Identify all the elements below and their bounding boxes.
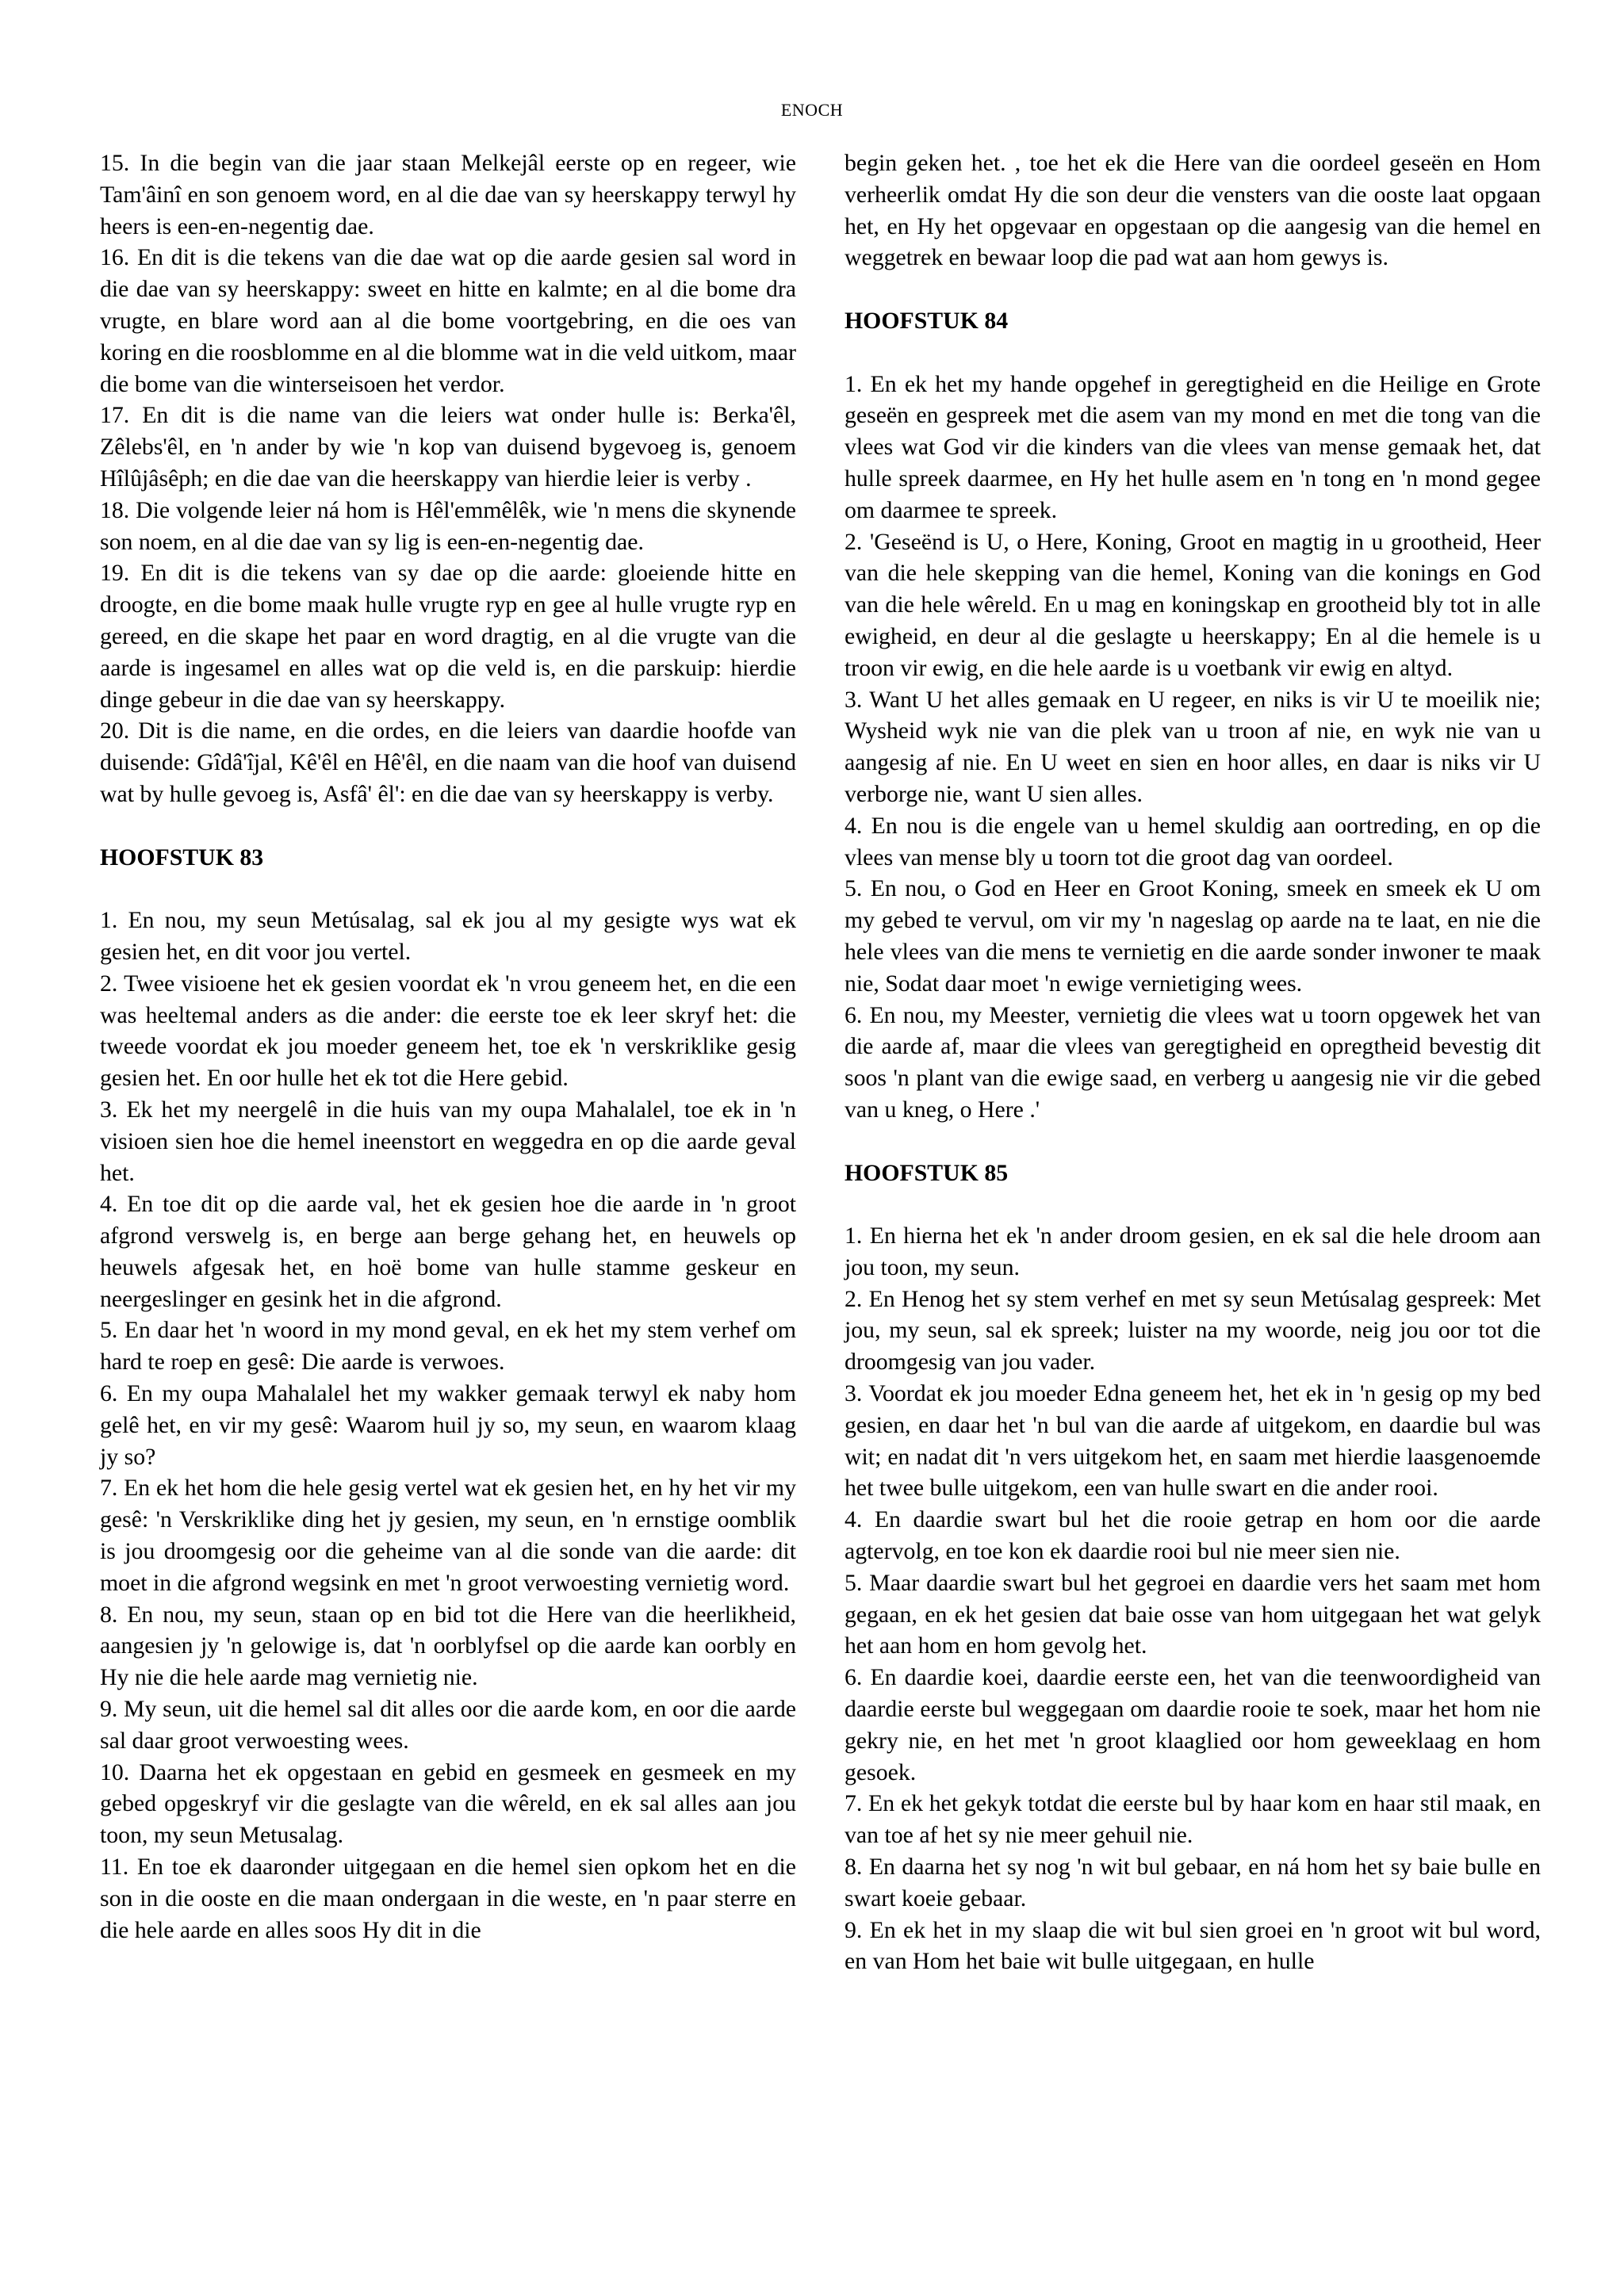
paragraph: 20. Dit is die name, en die ordes, en die leiers van daardie hoofde van duisende: Gîdâ'îjal, Kê'êl en Hê'êl, en die naam van die hoof van duisend wat by hulle gevoeg is, Asfâ' êl': en die dae van sy heerskappy is verby. [100,718,796,807]
paragraph: 17. En dit is die name van die leiers wat onder hulle is: Berka'êl, Zêlebs'êl, en 'n ander by wie 'n kop van duisend bygevoeg is, genoem Hîlûjâsêph; en die dae van die heerskappy van hierdie leier is verby . [100,402,796,492]
paragraph: 3. Ek het my neergelê in die huis van my oupa Mahalalel, toe ek in 'n visioen sien hoe die hemel ineenstort en weggedra en op die aarde geval het. [100,1096,796,1186]
paragraph: 9. My seun, uit die hemel sal dit alles oor die aarde kom, en oor die aarde sal daar groot verwoesting wees. [100,1696,796,1754]
paragraph: 1. En hierna het ek 'n ander droom gesien, en ek sal die hele droom aan jou toon, my seun. [845,1223,1541,1280]
chapter-heading: HOOFSTUK 84 [845,307,1009,334]
running-header: ENOCH [780,100,844,120]
paragraph: 4. En daardie swart bul het die rooie getrap en hom oor die aarde agtervolg, en toe kon ek daardie rooi bul nie meer sien nie. [845,1506,1541,1565]
paragraph: 16. En dit is die tekens van die dae wat op die aarde gesien sal word in die dae van sy heerskappy: sweet en hitte en kalmte; en al die bome dra vrugte, en blare word aan al die bome voortgebring, en die oes van koring en die roosblomme en al die blomme wat in die veld uitkom, maar die bome van die winterseisoen het verdor. [100,244,796,397]
paragraph: 10. Daarna het ek opgestaan en gebid en gesmeek en gesmeek en my gebed opgeskryf vir die geslagte van die wêreld, en ek sal alles aan jou toon, my seun Metusalag. [100,1758,796,1849]
paragraph: 3. Want U het alles gemaak en U regeer, en niks is vir U te moeilik nie; Wysheid wyk nie van die plek van u troon af nie, en wyk nie van u aangesig af nie. En U weet en sien en hoor alles, en daar is niks vir U verborge nie, want U sien alles. [845,686,1541,807]
spacer [100,873,796,905]
spacer [845,1126,1541,1158]
paragraph: 2. 'Geseënd is U, o Here, Koning, Groot en magtig in u grootheid, Heer van die hele skepping van die hemel, Koning van die konings en God van die hele wêreld. En u mag en koningskap en grootheid bly tot in alle ewigheid, en deur al die geslagte u heerskappy; En al die hemele is u troon vir ewig, en die hele aarde is u voetbank vir ewig en altyd. [845,528,1541,681]
paragraph: 18. Die volgende leier ná hom is Hêl'emmêlêk, wie 'n mens die skynende son noem, en al die dae van sy lig is een-en-negentig dae. [100,496,796,555]
paragraph: 5. Maar daardie swart bul het gegroei en daardie vers het saam met hom gegaan, en ek het gesien dat baie osse van hom uitgegaan het wat gelyk het aan hom en hom gevolg het. [845,1569,1541,1659]
paragraph: 1. En ek het my hande opgehef in geregtigheid en die Heilige en Grote geseën en gespreek met die asem van my mond en met die tong van die vlees wat God vir die kinders van die vlees van mense gemaak het, dat hulle spreek daarmee, en Hy het hulle asem en 'n tong en 'n mond gegee om daarmee te spreek. [845,370,1541,523]
paragraph: 7. En ek het hom die hele gesig vertel wat ek gesien het, en hy het vir my gesê: 'n Verskriklike ding het jy gesien, my seun, en 'n ernstige oomblik is jou droomgesig oor die geheime van al die sonde van die aarde: dit moet in die afgrond wegsink en met 'n groot verwoesting vernietig word. [100,1475,796,1596]
paragraph: 4. En nou is die engele van u hemel skuldig aan oortreding, en op die vlees van mense bly u toorn tot die groot dag van oordeel. [845,812,1541,871]
paragraph: 8. En daarna het sy nog 'n wit bul gebaar, en ná hom het sy baie bulle en swart koeie gebaar. [845,1854,1541,1911]
paragraph: 19. En dit is die tekens van sy dae op die aarde: gloeiende hitte en droogte, en die bome maak hulle vrugte ryp en gee al hulle vrugte ryp en gereed, en die skape het paar en word dragtig, en al die vrugte van die aarde is ingesamel en alles wat op die veld is, en die parskuip: hierdie dinge gebeur in die dae van sy heerskappy. [100,560,796,713]
paragraph: 6. En nou, my Meester, vernietig die vlees wat u toorn opgewek het van die aarde af, maar die vlees van geregtigheid en opregtheid bevestig dit soos 'n plant van die ewige saad, en verberg u aangesig nie vir die gebed van u kneg, o Here .' [845,1001,1541,1123]
spacer [845,337,1541,369]
paragraph: 6. En daardie koei, daardie eerste een, het van die teenwoordigheid van daardie eerste bul weggegaan om daardie rooie te soek, maar het hom nie gekry nie, en het met 'n groot klaaglied oor hom geweeklaag en hom gesoek. [845,1664,1541,1785]
spacer [845,274,1541,305]
paragraph: 7. En ek het gekyk totdat die eerste bul by haar kom en haar stil maak, en van toe af het sy nie meer gehuil nie. [845,1790,1541,1849]
paragraph: begin geken het. , toe het ek die Here van die oordeel geseën en Hom verheerlik omdat Hy die son deur die vensters van die ooste laat opgaan het, en Hy het opgevaar en opgestaan op die aangesig van die hemel en weggetrek en bewaar loop die pad wat aan hom gewys is. [845,150,1541,271]
paragraph: 2. Twee visioene het ek gesien voordat ek 'n vrou geneem het, en die een was heeltemal anders as die ander: die eerste toe ek leer skryf het: die tweede voordat ek jou moeder geneem het, toe ek 'n verskriklike gesig gesien het. En oor hulle het ek tot die Here gebid. [100,970,796,1092]
paragraph: 1. En nou, my seun Metúsalag, sal ek jou al my gesigte wys wat ek gesien het, en dit voor jou vertel. [100,907,796,965]
paragraph: 5. En daar het 'n woord in my mond geval, en ek het my stem verhef om hard te roep en gesê: Die aarde is verwoes. [100,1317,796,1376]
paragraph: 6. En my oupa Mahalalel het my wakker gemaak terwyl ek naby hom gelê het, en vir my gesê: Waarom huil jy so, my seun, en waarom klaag jy so? [100,1380,796,1470]
chapter-heading: HOOFSTUK 85 [845,1159,1009,1186]
paragraph: 15. In die begin van die jaar staan Melkejâl eerste op en regeer, wie Tam'âinî en son genoem word, en al die dae van sy heerskappy terwyl hy heers is een-en-negentig dae. [100,150,796,239]
paragraph: 9. En ek het in my slaap die wit bul sien groei en 'n groot wit bul word, en van Hom het baie wit bulle uitgegaan, en hulle [845,1916,1541,1975]
spacer [845,1188,1541,1220]
spacer [100,810,796,842]
paragraph: 3. Voordat ek jou moeder Edna geneem het, het ek in 'n gesig op my bed gesien, en daar het 'n bul van die aarde af uitgekom, en daardie bul was wit; en nadat dit 'n vers uitgekom het, en saam met hierdie laasgenoemde het twee bulle uitgekom, een van hulle swart en die ander rooi. [845,1380,1541,1502]
left-column [100,147,796,1946]
paragraph: 8. En nou, my seun, staan op en bid tot die Here van die heerlikheid, aangesien jy 'n gelowige is, dat 'n oorblyfsel op die aarde kan oorbly en Hy nie die hele aarde mag vernietig nie. [100,1601,796,1691]
paragraph: 2. En Henog het sy stem verhef en met sy seun Metúsalag gespreek: Met jou, my seun, sal ek spreek; luister na my woorde, neig jou oor tot die droomgesig van jou vader. [845,1285,1541,1376]
right-column [845,147,1541,1977]
chapter-heading: HOOFSTUK 83 [100,844,264,871]
paragraph: 4. En toe dit op die aarde val, het ek gesien hoe die aarde in 'n groot afgrond verswelg is, en berge aan berge gehang het, en heuwels op heuwels afgesak het, en hoë bome van hulle stamme geskeur en neergeslinger en gesink het in die afgrond. [100,1191,796,1312]
paragraph: 5. En nou, o God en Heer en Groot Koning, smeek en smeek ek U om my gebed te vervul, om vir my 'n nageslag op aarde na te laat, en nie die hele vlees van die mens te vernietig en die aarde sonder inwoner te maak nie, Sodat daar moet 'n ewige vernietiging wees. [845,875,1541,997]
paragraph: 11. En toe ek daaronder uitgegaan en die hemel sien opkom het en die son in die ooste en die maan ondergaan in die weste, en 'n paar sterre en die hele aarde en alles soos Hy dit in die [100,1854,796,1943]
